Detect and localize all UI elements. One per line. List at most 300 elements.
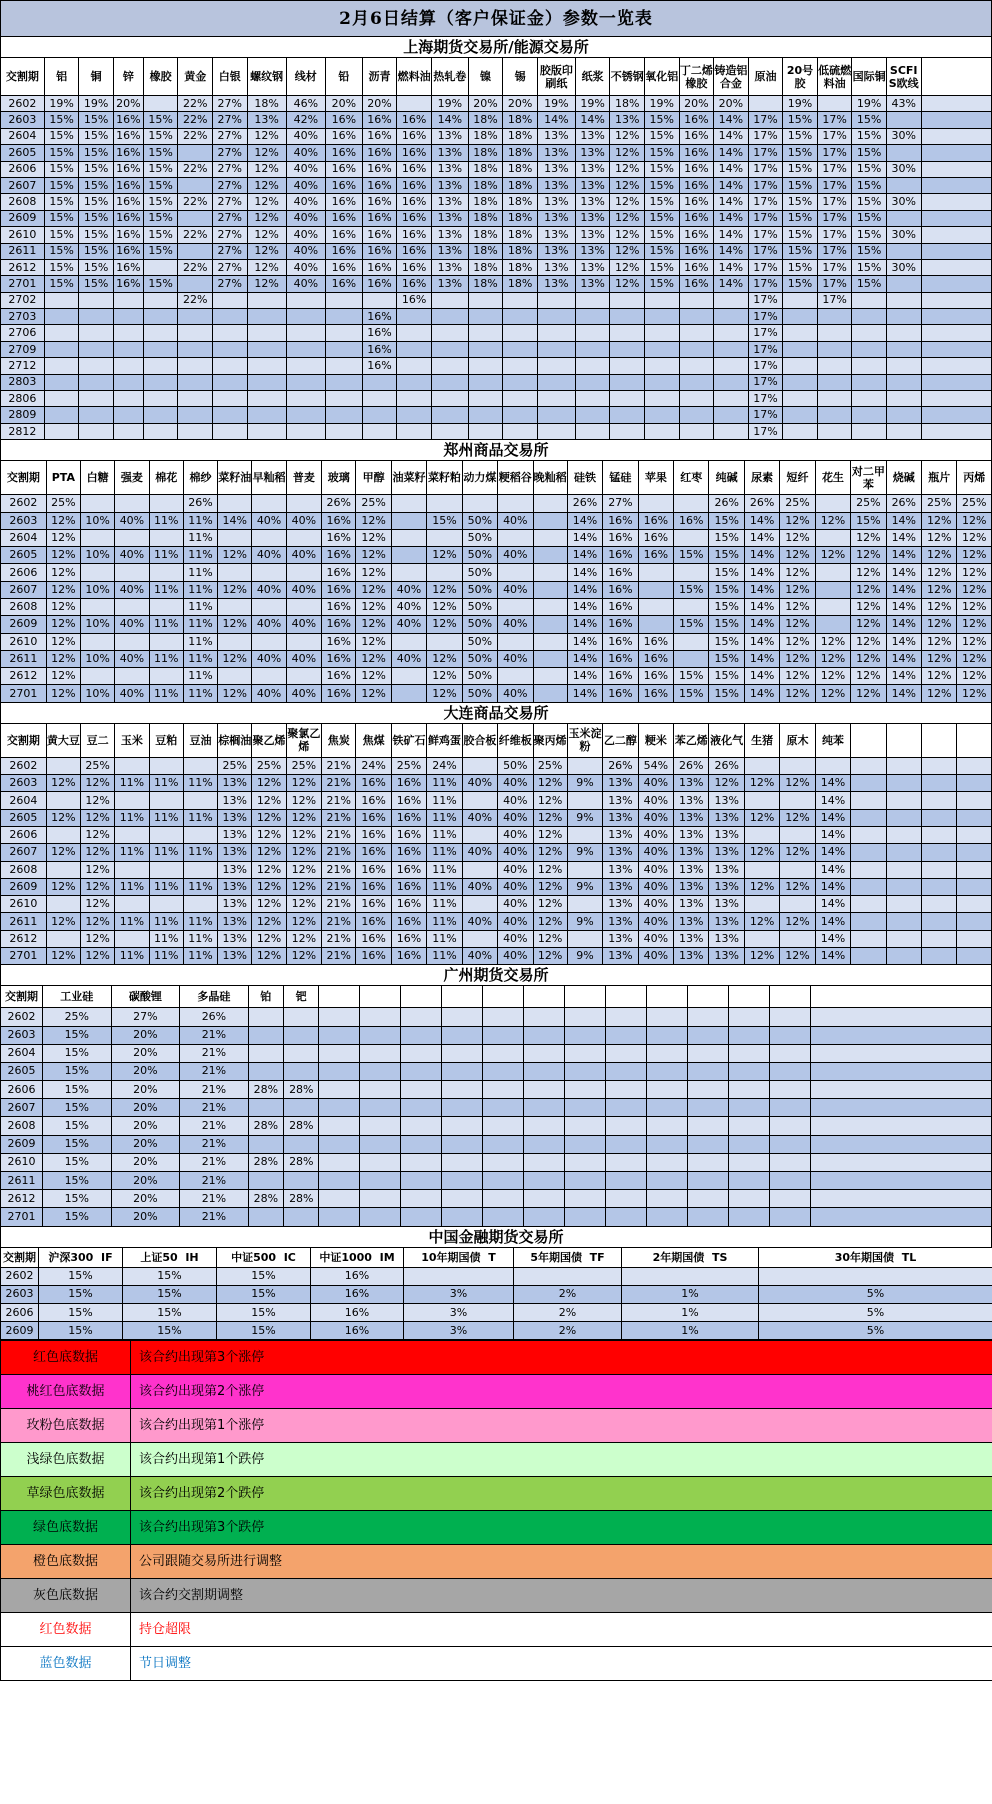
margin-rate-cell: 14% (714, 177, 749, 193)
margin-rate-cell: 16% (113, 128, 143, 144)
margin-rate-cell (780, 826, 815, 843)
margin-rate-cell (921, 243, 992, 259)
margin-rate-cell (567, 896, 602, 913)
margin-rate-cell: 13% (709, 861, 744, 878)
margin-rate-cell: 11% (183, 581, 217, 598)
margin-rate-cell (149, 826, 183, 843)
margin-rate-cell: 50% (462, 668, 497, 685)
table-row (1, 792, 992, 809)
margin-rate-cell (397, 341, 432, 357)
margin-rate-cell (851, 913, 886, 930)
margin-rate-cell: 18% (468, 177, 503, 193)
margin-rate-cell: 15% (79, 243, 114, 259)
margin-rate-cell (921, 194, 992, 210)
margin-rate-cell: 13% (575, 128, 610, 144)
column-header: 铅 (325, 58, 362, 96)
margin-rate-cell (462, 826, 497, 843)
margin-rate-cell: 40% (286, 128, 325, 144)
table-row (1, 177, 992, 193)
column-header: 30年期国债 TL (759, 1247, 992, 1267)
margin-rate-cell: 11% (183, 913, 217, 930)
margin-rate-cell (605, 1081, 646, 1099)
margin-rate-cell: 12% (427, 650, 462, 667)
legend-key: 玫粉色底数据 (1, 1409, 131, 1443)
margin-rate-cell: 12% (46, 564, 80, 581)
margin-rate-cell: 13% (537, 161, 575, 177)
margin-rate-cell (248, 1208, 283, 1226)
margin-rate-cell (524, 1081, 565, 1099)
delivery-period-cell: 2605 (1, 547, 47, 564)
margin-rate-cell: 16% (397, 210, 432, 226)
column-header: 低硫燃料油 (817, 58, 852, 96)
margin-rate-cell (360, 1062, 401, 1080)
margin-rate-cell: 12% (780, 598, 815, 615)
margin-rate-cell: 17% (748, 112, 783, 128)
margin-rate-cell (468, 309, 503, 325)
margin-rate-cell: 18% (468, 145, 503, 161)
margin-rate-cell: 15% (143, 112, 178, 128)
margin-rate-cell: 12% (957, 650, 992, 667)
column-header (360, 986, 401, 1008)
margin-rate-cell: 17% (748, 341, 783, 357)
margin-rate-cell (533, 564, 567, 581)
legend-description: 该合约交割期调整 (131, 1579, 992, 1613)
margin-rate-cell: 13% (537, 145, 575, 161)
margin-rate-cell (674, 650, 709, 667)
margin-rate-cell: 11% (183, 878, 217, 895)
margin-rate-cell: 26% (886, 495, 921, 512)
margin-rate-cell (427, 633, 462, 650)
column-header: 国际铜 (852, 58, 887, 96)
margin-rate-cell: 15% (645, 243, 680, 259)
margin-rate-cell: 16% (362, 161, 397, 177)
column-header: 镍 (468, 58, 503, 96)
margin-rate-cell: 21% (180, 1190, 249, 1208)
margin-rate-cell: 3% (404, 1322, 514, 1340)
margin-rate-cell: 40% (498, 826, 533, 843)
legend-description: 节日调整 (131, 1647, 992, 1681)
column-header: 钯 (284, 986, 319, 1008)
margin-rate-cell (325, 374, 362, 390)
margin-rate-cell (178, 276, 213, 292)
table-row (1, 1322, 992, 1340)
margin-rate-cell (401, 1172, 442, 1190)
margin-rate-cell (391, 495, 426, 512)
margin-rate-cell: 15% (709, 529, 744, 546)
margin-rate-cell (679, 407, 714, 423)
margin-rate-cell: 12% (744, 844, 779, 861)
margin-rate-cell: 15% (852, 227, 887, 243)
margin-rate-cell (397, 391, 432, 407)
margin-rate-cell (178, 145, 213, 161)
margin-rate-cell: 11% (427, 826, 462, 843)
margin-rate-cell (921, 391, 992, 407)
margin-rate-cell (714, 309, 749, 325)
margin-rate-cell: 18% (468, 210, 503, 226)
margin-rate-cell (783, 407, 818, 423)
margin-rate-cell: 14% (567, 650, 602, 667)
margin-rate-cell: 17% (817, 292, 852, 308)
margin-rate-cell: 22% (178, 259, 213, 275)
column-header: 鲜鸡蛋 (427, 723, 462, 757)
margin-rate-cell (537, 341, 575, 357)
margin-rate-cell: 15% (79, 128, 114, 144)
margin-rate-cell: 11% (149, 650, 183, 667)
margin-rate-cell (610, 309, 645, 325)
margin-rate-cell: 11% (427, 948, 462, 965)
margin-rate-cell: 15% (783, 243, 818, 259)
column-header: 白银 (212, 58, 247, 96)
margin-rate-cell: 16% (325, 145, 362, 161)
margin-rate-cell: 12% (851, 547, 886, 564)
margin-rate-cell (714, 423, 749, 439)
margin-rate-cell (431, 391, 468, 407)
margin-rate-cell (218, 668, 252, 685)
margin-rate-cell: 27% (212, 112, 247, 128)
margin-rate-cell: 40% (638, 861, 673, 878)
margin-rate-cell: 12% (533, 792, 567, 809)
margin-rate-cell (687, 1062, 728, 1080)
margin-rate-cell (284, 1172, 319, 1190)
margin-rate-cell: 12% (851, 529, 886, 546)
margin-rate-cell (286, 374, 325, 390)
margin-rate-cell: 16% (603, 668, 638, 685)
margin-rate-cell: 15% (44, 145, 79, 161)
margin-rate-cell (143, 374, 178, 390)
margin-rate-cell: 17% (748, 325, 783, 341)
margin-rate-cell: 15% (783, 161, 818, 177)
margin-rate-cell: 12% (81, 930, 115, 947)
margin-rate-cell: 18% (503, 161, 538, 177)
margin-rate-cell: 15% (783, 276, 818, 292)
margin-rate-cell: 21% (322, 930, 356, 947)
margin-rate-cell (921, 112, 992, 128)
column-header: 聚氯乙烯 (286, 723, 321, 757)
delivery-period-cell: 2609 (1, 210, 45, 226)
margin-rate-cell: 12% (46, 809, 80, 826)
margin-rate-cell: 12% (286, 930, 321, 947)
margin-rate-cell (886, 930, 921, 947)
margin-rate-cell (391, 633, 426, 650)
table-row (1, 547, 992, 564)
table-row (1, 1208, 992, 1226)
margin-rate-cell: 15% (79, 276, 114, 292)
margin-rate-cell: 12% (81, 826, 115, 843)
margin-rate-cell (769, 1099, 810, 1117)
margin-rate-cell: 12% (46, 581, 80, 598)
margin-rate-cell: 18% (468, 276, 503, 292)
margin-rate-cell: 22% (178, 227, 213, 243)
margin-rate-cell (362, 292, 397, 308)
margin-rate-cell (645, 358, 680, 374)
margin-rate-cell (115, 529, 149, 546)
margin-rate-cell: 13% (674, 844, 709, 861)
margin-rate-cell (922, 775, 957, 792)
margin-rate-cell (645, 341, 680, 357)
margin-rate-cell: 30% (886, 128, 921, 144)
margin-rate-cell: 16% (603, 685, 638, 702)
margin-rate-cell: 17% (817, 177, 852, 193)
margin-rate-cell: 20% (111, 1117, 180, 1135)
column-header: 工业硅 (43, 986, 112, 1008)
margin-rate-cell (149, 529, 183, 546)
margin-rate-cell: 15% (851, 512, 886, 529)
margin-rate-cell: 12% (533, 844, 567, 861)
margin-rate-cell: 16% (603, 547, 638, 564)
margin-rate-cell (143, 423, 178, 439)
margin-rate-cell: 12% (610, 227, 645, 243)
margin-rate-cell (247, 309, 286, 325)
margin-rate-cell: 12% (81, 913, 115, 930)
margin-rate-cell: 40% (252, 547, 286, 564)
margin-rate-cell (524, 1026, 565, 1044)
margin-rate-cell: 16% (325, 177, 362, 193)
margin-rate-cell: 16% (397, 161, 432, 177)
margin-rate-cell: 14% (815, 913, 850, 930)
margin-rate-cell: 25% (43, 1008, 112, 1026)
legend-key: 绿色底数据 (1, 1511, 131, 1545)
margin-rate-cell (687, 1099, 728, 1117)
page-title: 2月6日结算（客户保证金）参数一览表 (0, 0, 992, 37)
margin-rate-cell: 16% (391, 878, 426, 895)
margin-rate-cell: 18% (503, 128, 538, 144)
margin-rate-cell: 14% (744, 581, 779, 598)
margin-rate-cell: 16% (603, 581, 638, 598)
margin-rate-cell: 11% (115, 948, 149, 965)
margin-rate-cell (183, 826, 217, 843)
delivery-period-cell: 2602 (1, 1267, 39, 1285)
margin-rate-cell (503, 407, 538, 423)
margin-rate-cell (567, 757, 602, 774)
margin-rate-cell: 15% (674, 616, 709, 633)
margin-rate-cell: 20% (111, 1081, 180, 1099)
margin-rate-cell (921, 341, 992, 357)
margin-rate-cell: 40% (252, 512, 286, 529)
margin-rate-cell: 15% (43, 1044, 112, 1062)
margin-rate-cell: 27% (212, 194, 247, 210)
margin-rate-cell (247, 358, 286, 374)
margin-rate-cell: 50% (462, 564, 497, 581)
margin-rate-cell: 11% (149, 913, 183, 930)
margin-rate-cell: 30% (886, 227, 921, 243)
margin-rate-cell: 50% (462, 581, 497, 598)
table-row (1, 1099, 992, 1117)
margin-rate-cell: 12% (957, 598, 992, 615)
margin-rate-cell (769, 1190, 810, 1208)
margin-rate-cell: 12% (922, 598, 957, 615)
margin-rate-cell (565, 1044, 606, 1062)
margin-rate-cell (284, 1208, 319, 1226)
margin-rate-cell (533, 512, 567, 529)
margin-rate-cell: 15% (674, 547, 709, 564)
margin-rate-cell: 13% (431, 276, 468, 292)
margin-rate-cell (921, 423, 992, 439)
margin-rate-cell: 15% (143, 177, 178, 193)
column-header: 瓶片 (922, 461, 957, 495)
margin-rate-cell: 16% (362, 145, 397, 161)
margin-rate-cell: 12% (780, 650, 815, 667)
table-row (1, 1153, 992, 1171)
margin-rate-cell: 15% (43, 1026, 112, 1044)
margin-rate-cell: 15% (709, 512, 744, 529)
margin-rate-cell (431, 407, 468, 423)
margin-rate-cell: 12% (922, 616, 957, 633)
margin-rate-cell: 40% (498, 547, 533, 564)
margin-rate-cell: 11% (183, 616, 217, 633)
margin-rate-cell: 50% (462, 512, 497, 529)
margin-rate-cell (687, 1044, 728, 1062)
margin-rate-cell (817, 96, 852, 112)
margin-rate-cell: 28% (248, 1153, 283, 1171)
margin-rate-cell (886, 341, 921, 357)
margin-rate-cell: 40% (391, 650, 426, 667)
margin-rate-cell: 13% (709, 878, 744, 895)
delivery-period-cell: 2609 (1, 616, 47, 633)
margin-rate-cell: 12% (815, 685, 850, 702)
column-header: 花生 (815, 461, 850, 495)
table-row (1, 633, 992, 650)
margin-rate-cell: 12% (252, 775, 286, 792)
margin-rate-cell: 40% (115, 512, 149, 529)
margin-rate-cell: 40% (286, 259, 325, 275)
delivery-period-cell: 2603 (1, 512, 47, 529)
margin-rate-cell: 12% (922, 668, 957, 685)
margin-rate-cell: 12% (427, 598, 462, 615)
margin-rate-cell: 12% (533, 775, 567, 792)
legend-description: 该合约出现第2个跌停 (131, 1477, 992, 1511)
margin-rate-cell (565, 1117, 606, 1135)
margin-rate-cell: 16% (325, 227, 362, 243)
column-header: 铜 (79, 58, 114, 96)
margin-rate-cell: 14% (886, 616, 921, 633)
margin-rate-cell (728, 1172, 769, 1190)
margin-rate-cell: 17% (748, 391, 783, 407)
column-header (769, 986, 810, 1008)
margin-rate-cell: 16% (356, 826, 391, 843)
margin-rate-cell (851, 792, 886, 809)
margin-rate-cell (744, 896, 779, 913)
margin-rate-cell (143, 96, 178, 112)
margin-rate-cell (815, 564, 850, 581)
margin-rate-cell: 15% (709, 650, 744, 667)
margin-rate-cell: 15% (645, 194, 680, 210)
margin-rate-cell: 25% (780, 495, 815, 512)
margin-rate-cell (212, 358, 247, 374)
column-header: 焦炭 (322, 723, 356, 757)
table-row (1, 1026, 992, 1044)
margin-rate-cell (645, 309, 680, 325)
delivery-period-cell: 2809 (1, 407, 45, 423)
margin-rate-cell: 14% (886, 581, 921, 598)
margin-rate-cell: 21% (322, 757, 356, 774)
margin-rate-cell: 18% (610, 96, 645, 112)
margin-rate-cell (565, 1190, 606, 1208)
margin-rate-cell (815, 495, 850, 512)
legend-key: 草绿色底数据 (1, 1477, 131, 1511)
margin-rate-cell (462, 861, 497, 878)
legend-row (1, 1375, 992, 1409)
margin-rate-cell: 12% (957, 581, 992, 598)
margin-rate-cell: 20% (111, 1026, 180, 1044)
margin-rate-cell (286, 668, 321, 685)
margin-rate-cell: 16% (113, 276, 143, 292)
table-row (1, 1062, 992, 1080)
margin-rate-cell (247, 325, 286, 341)
margin-rate-cell: 12% (46, 913, 80, 930)
margin-rate-cell: 21% (322, 948, 356, 965)
margin-rate-cell: 16% (391, 792, 426, 809)
margin-rate-cell (852, 374, 887, 390)
margin-rate-cell: 12% (744, 948, 779, 965)
margin-rate-cell (886, 809, 921, 826)
margin-rate-cell: 21% (180, 1172, 249, 1190)
margin-rate-cell (537, 309, 575, 325)
delivery-period-cell: 2610 (1, 227, 45, 243)
margin-rate-cell (674, 564, 709, 581)
margin-rate-cell: 13% (218, 792, 252, 809)
margin-rate-cell: 12% (780, 547, 815, 564)
margin-rate-cell (468, 358, 503, 374)
margin-rate-cell (503, 341, 538, 357)
margin-rate-cell (714, 407, 749, 423)
margin-rate-cell (886, 309, 921, 325)
margin-rate-cell: 16% (679, 210, 714, 226)
margin-rate-cell: 18% (503, 259, 538, 275)
margin-rate-cell: 50% (462, 547, 497, 564)
margin-rate-cell: 16% (113, 227, 143, 243)
margin-rate-cell: 16% (362, 276, 397, 292)
margin-rate-cell: 13% (603, 809, 638, 826)
margin-rate-cell (79, 374, 114, 390)
margin-rate-cell (360, 1208, 401, 1226)
margin-rate-cell: 14% (886, 685, 921, 702)
margin-rate-cell: 11% (149, 844, 183, 861)
margin-rate-cell: 40% (286, 243, 325, 259)
margin-rate-cell: 20% (111, 1044, 180, 1062)
margin-rate-cell: 12% (356, 564, 391, 581)
margin-rate-cell: 15% (123, 1322, 217, 1340)
table-row (1, 1044, 992, 1062)
column-header (646, 986, 687, 1008)
column-header: 豆二 (81, 723, 115, 757)
margin-rate-cell: 13% (218, 826, 252, 843)
margin-rate-cell: 15% (852, 177, 887, 193)
margin-rate-cell (728, 1044, 769, 1062)
margin-rate-cell: 11% (427, 913, 462, 930)
margin-rate-cell (149, 792, 183, 809)
margin-rate-cell (325, 325, 362, 341)
margin-rate-cell (391, 668, 426, 685)
margin-rate-cell (817, 341, 852, 357)
margin-rate-cell (483, 1153, 524, 1171)
margin-rate-cell: 16% (362, 128, 397, 144)
margin-rate-cell: 14% (575, 112, 610, 128)
margin-rate-cell (212, 309, 247, 325)
delivery-period-cell: 2701 (1, 276, 45, 292)
margin-rate-cell: 16% (362, 194, 397, 210)
legend-row (1, 1443, 992, 1477)
margin-rate-cell (442, 1008, 483, 1026)
margin-rate-cell (851, 878, 886, 895)
column-header: 纤维板 (498, 723, 533, 757)
margin-rate-cell (852, 292, 887, 308)
margin-rate-cell (610, 341, 645, 357)
margin-rate-cell: 12% (81, 896, 115, 913)
delivery-period-cell: 2606 (1, 1081, 43, 1099)
margin-rate-cell: 12% (533, 826, 567, 843)
margin-rate-cell: 13% (709, 948, 744, 965)
margin-rate-cell: 15% (709, 598, 744, 615)
